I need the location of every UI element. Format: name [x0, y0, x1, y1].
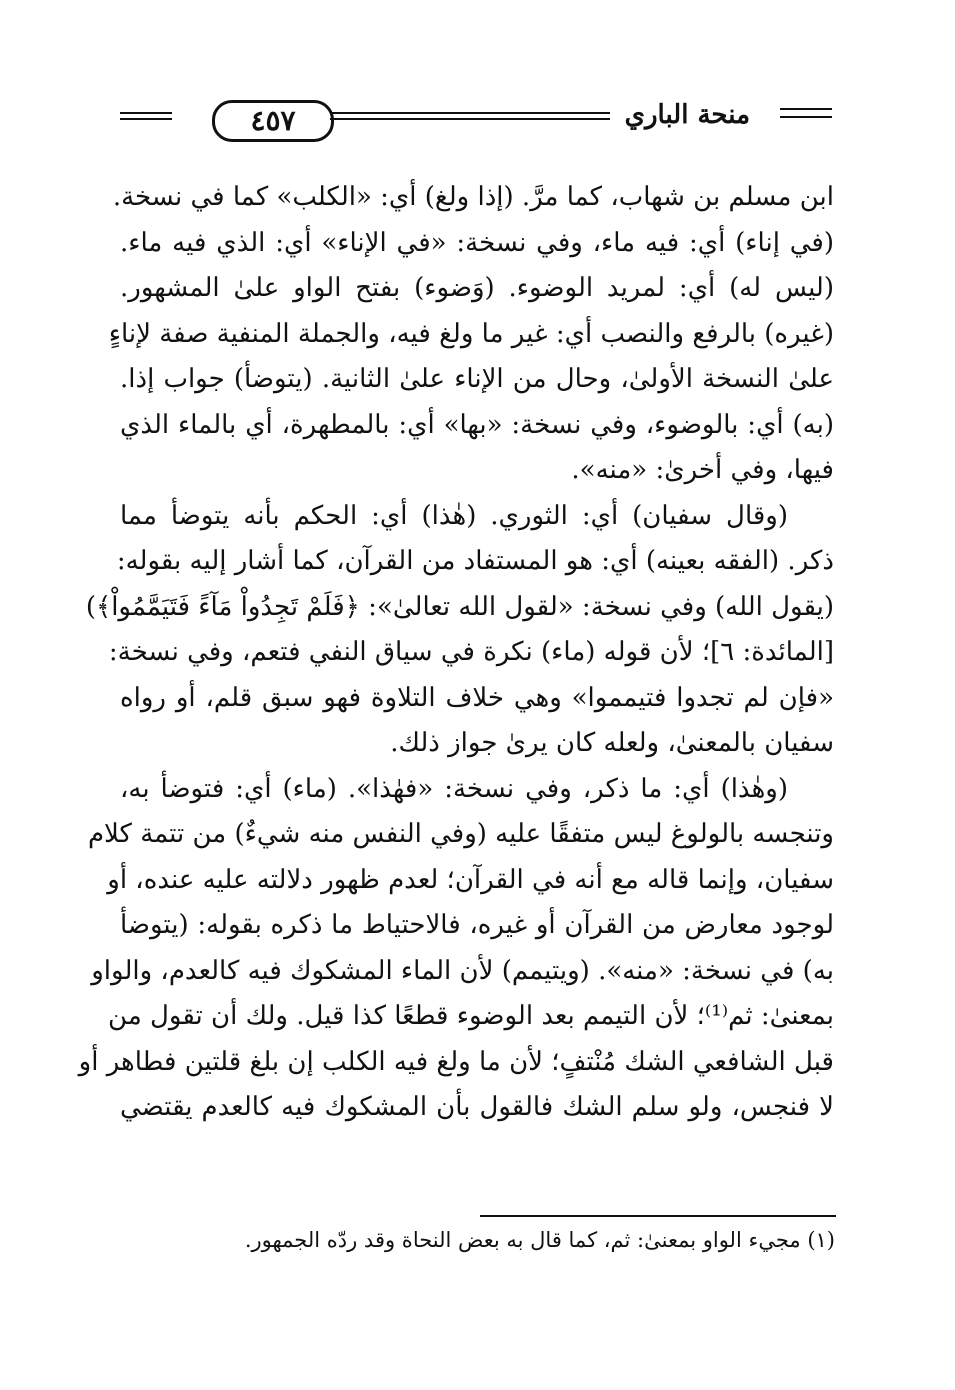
- text-line: بمعنىٰ: ثم⁽¹⁾؛ لأن التيمم بعد الوضوء قطعًا كذا قيل. ولك أن تقول من: [108, 1001, 834, 1031]
- text-line: سفيان، وإنما قاله مع أنه في القرآن؛ لعدم ظهور دلالته عليه عنده، أو: [107, 864, 834, 895]
- page-header: [120, 90, 840, 150]
- text-line: (ليس له) أي: لمريد الوضوء. (وَضوء) بفتح الواو علىٰ المشهور.: [120, 273, 834, 303]
- text-line: فيها، وفي أخرىٰ: «منه».: [571, 455, 834, 485]
- text-line: ابن مسلم بن شهاب، كما مرَّ. (إذا ولغ) أي: «الكلب» كما في نسخة.: [112, 182, 834, 212]
- main-text: [78, 175, 834, 1131]
- text-line: به) في نسخة: «منه». (ويتيمم) لأن الماء المشكوك فيه كالعدم، والواو: [91, 955, 834, 986]
- footnote-divider: [480, 1215, 836, 1217]
- text-line: لوجود معارض من القرآن أو غيره، فالاحتياط ما ذكره بقوله: (يتوضأ: [120, 910, 834, 940]
- text-line: وتنجسه بالولوغ ليس متفقًا عليه (وفي النفس منه شيءٌ) من تتمة كلام: [87, 819, 834, 849]
- text-line: (يقول الله) وفي نسخة: «لقول الله تعالىٰ»: ﴿فَلَمْ تَجِدُواْ مَآءً فَتَيَمَّمُواْ﴾): [85, 591, 834, 622]
- text-line: قبل الشافعي الشك مُنْتفٍ؛ لأن ما ولغ فيه الكلب إن بلغ قلتين فطاهر أو: [78, 1046, 834, 1077]
- text-line: (وهٰذا) أي: ما ذكر، وفي نسخة: «فهٰذا». (ماء) أي: فتوضأ به،: [120, 773, 788, 804]
- running-title: منحة الباري: [624, 100, 750, 130]
- page-number: ٤٥٧: [212, 100, 334, 142]
- text-line: (وقال سفيان) أي: الثوري. (هٰذا) أي: الحكم بأنه يتوضأ مما: [120, 500, 788, 531]
- text-line: [المائدة: ٦]؛ لأن قوله (ماء) نكرة في سياق النفي فتعم، وفي نسخة:: [108, 637, 834, 667]
- text-line: (في إناء) أي: فيه ماء، وفي نسخة: «في الإناء» أي: الذي فيه ماء.: [120, 227, 834, 258]
- text-line: ذكر. (الفقه بعينه) أي: هو المستفاد من القرآن، كما أشار إليه بقوله:: [116, 546, 834, 576]
- header-rule-right-2: [780, 116, 832, 118]
- header-rule-right: [780, 108, 832, 110]
- footnote: (١) مجيء الواو بمعنىٰ: ثم، كما قال به بعض النحاة وقد ردّه الجمهور.: [244, 1228, 835, 1252]
- text-line: «فإن لم تجدوا فتيمموا» وهي خلاف التلاوة فهو سبق قلم، أو رواه: [120, 682, 834, 713]
- header-rule-middle: [330, 112, 610, 114]
- text-line: (به) أي: بالوضوء، وفي نسخة: «بها» أي: بالمطهرة، أي بالماء الذي: [120, 409, 834, 440]
- text-line: لا فنجس، ولو سلم الشك فالقول بأن المشكوك فيه كالعدم يقتضي: [120, 1092, 834, 1122]
- header-rule-middle-2: [330, 118, 610, 120]
- text-line: سفيان بالمعنىٰ، ولعله كان يرىٰ جواز ذلك.: [390, 728, 834, 758]
- text-line: (غيره) بالرفع والنصب أي: غير ما ولغ فيه، والجملة المنفية صفة لإناءٍ: [108, 318, 834, 349]
- text-line: علىٰ النسخة الأولىٰ، وحال من الإناء علىٰ الثانية. (يتوضأ) جواب إذا.: [120, 364, 834, 394]
